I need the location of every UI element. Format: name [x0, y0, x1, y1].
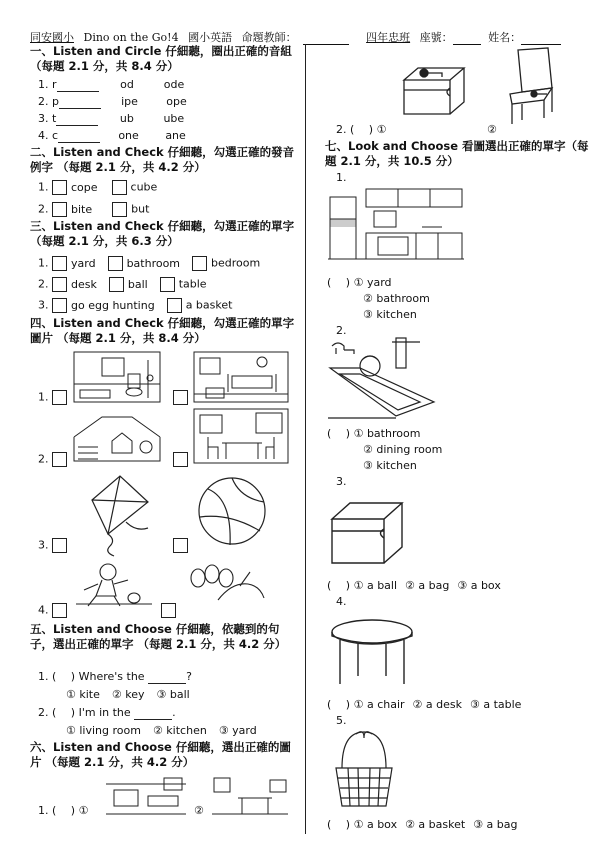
s6-q1: 1. ( ) ①	[38, 804, 89, 817]
checkbox[interactable]	[52, 390, 67, 405]
egg-hunt-girl-picture	[74, 560, 154, 610]
s7-item-3-number: 3.	[336, 475, 347, 488]
s5-q2: 2. ( ) I'm in the .	[38, 706, 176, 719]
box-with-key-picture	[400, 60, 468, 118]
section-5-title: 五、Listen and Choose 仔細聽，依聽到的句子，選出正確的單字 （每題 2.1 分，共 4.2 分）	[30, 622, 287, 651]
checkbox[interactable]	[173, 390, 188, 405]
column-divider	[305, 44, 306, 834]
section-1-title: 一、Listen and Circle 仔細聽，圈出正確的音組 （每題 2.1 分，共 8.4 分）	[30, 44, 292, 73]
dining-room-picture-2	[210, 776, 290, 816]
checkbox[interactable]	[173, 452, 188, 467]
kite-picture	[86, 472, 154, 557]
subject: 國小英語	[188, 31, 233, 44]
q2-option-2: ②	[487, 123, 497, 136]
checkbox[interactable]	[192, 256, 207, 271]
s7-item-1-opt-3: ③ kitchen	[363, 308, 417, 321]
checkbox[interactable]	[173, 538, 188, 553]
exam-header	[30, 29, 590, 45]
checkbox[interactable]	[108, 256, 123, 271]
s7-item-2-opt-3: ③ kitchen	[363, 459, 417, 472]
s5-q1-options: ① kite ② key ③ ball	[66, 688, 190, 701]
s5-q2-options: ① living room ② kitchen ③ yard	[66, 724, 257, 737]
yard-picture	[72, 407, 162, 465]
school-name: 同安國小	[30, 31, 74, 44]
s3-item-2: 2. desk ball table	[38, 277, 207, 291]
checkbox[interactable]	[52, 603, 67, 618]
chair-with-key-picture	[500, 46, 562, 126]
s7-item-1: ( ) ① yard	[327, 276, 392, 289]
q2-line: 2. ( ) ①	[336, 123, 387, 136]
checkbox[interactable]	[52, 452, 67, 467]
teacher-label: 命題教師：	[241, 31, 297, 44]
section-3-title: 三、Listen and Check 仔細聽，勾選正確的單字 （每題 2.1 分，共 6.3 分）	[30, 219, 295, 248]
name-label: 姓名：	[488, 31, 522, 44]
s7-item-4: ( ) ① a chair ② a desk ③ a table	[327, 698, 522, 711]
book-title: Dino on the Go!4	[83, 31, 179, 44]
checkbox[interactable]	[52, 277, 67, 292]
kitchen-picture	[326, 187, 466, 269]
teacher-blank[interactable]	[303, 44, 349, 45]
section-6-title: 六、Listen and Choose 仔細聽，選出正確的圖片 （每題 2.1 分，共 4.2 分）	[30, 740, 291, 769]
checkbox[interactable]	[109, 277, 124, 292]
dining-room-picture	[192, 407, 290, 465]
box-picture	[328, 497, 406, 567]
s1-item-4: 4. c one ane	[38, 129, 186, 142]
section-4-title: 四、Listen and Check 仔細聽，勾選正確的單字圖片 （每題 2.1 分，共 8.4 分）	[30, 316, 295, 345]
s7-item-2: ( ) ① bathroom	[327, 427, 421, 440]
s4-item-3: 3.	[38, 538, 71, 553]
checkbox[interactable]	[52, 202, 67, 217]
seat-blank[interactable]	[453, 44, 481, 45]
s2-item-1: 1. cope cube	[38, 180, 158, 194]
checkbox[interactable]	[52, 180, 67, 195]
round-table-picture	[328, 618, 416, 688]
s7-item-2-opt-2: ② dining room	[363, 443, 443, 456]
s4-item-1: 1.	[38, 390, 71, 405]
section-2-title: 二、Listen and Check 仔細聽，勾選正確的發音例字 （每題 2.1 分，共 4.2 分）	[30, 145, 295, 174]
painting-eggs-picture	[184, 560, 274, 610]
s5-q1: 1. ( ) Where's the ?	[38, 670, 192, 683]
s6-q1-option-2: ②	[194, 804, 204, 817]
checkbox[interactable]	[161, 603, 176, 618]
s3-item-1: 1. yard bathroom bedroom	[38, 256, 261, 270]
s7-item-1-number: 1.	[336, 171, 347, 184]
s7-item-5-number: 5.	[336, 714, 347, 727]
checkbox[interactable]	[52, 538, 67, 553]
checkbox[interactable]	[52, 298, 67, 313]
living-room-picture-2	[104, 776, 188, 816]
grade-class: 四年忠班	[366, 31, 411, 44]
s4-item-2: 2.	[38, 452, 71, 467]
living-room-picture	[192, 350, 290, 405]
bathtub-picture	[326, 338, 444, 420]
answer-blank[interactable]	[134, 719, 172, 720]
s1-item-1: 1. r od ode	[38, 78, 185, 91]
name-blank[interactable]	[521, 44, 561, 45]
checkbox[interactable]	[112, 180, 127, 195]
s1-item-2: 2. p ipe ope	[38, 95, 187, 108]
s3-item-3: 3. go egg hunting a basket	[38, 298, 233, 312]
s7-item-4-number: 4.	[336, 595, 347, 608]
s7-item-3: ( ) ① a ball ② a bag ③ a box	[327, 579, 501, 592]
basket-picture	[330, 728, 400, 810]
s7-item-5: ( ) ① a box ② a basket ③ a bag	[327, 818, 518, 831]
checkbox[interactable]	[52, 256, 67, 271]
s1-item-3: 3. t ub ube	[38, 112, 185, 125]
ball-picture	[196, 475, 268, 547]
s7-item-2-number: 2.	[336, 324, 347, 337]
answer-blank[interactable]	[148, 683, 186, 684]
s2-item-2: 2. bite but	[38, 202, 150, 216]
s7-item-1-opt-2: ② bathroom	[363, 292, 430, 305]
checkbox[interactable]	[167, 298, 182, 313]
s4-item-4: 4.	[38, 603, 71, 618]
section-7-title: 七、Look and Choose 看圖選出正確的單字（每題 2.1 分，共 10.5 分）	[325, 139, 589, 168]
bathroom-picture	[72, 350, 162, 405]
checkbox[interactable]	[112, 202, 127, 217]
seat-label: 座號：	[419, 31, 453, 44]
checkbox[interactable]	[160, 277, 175, 292]
